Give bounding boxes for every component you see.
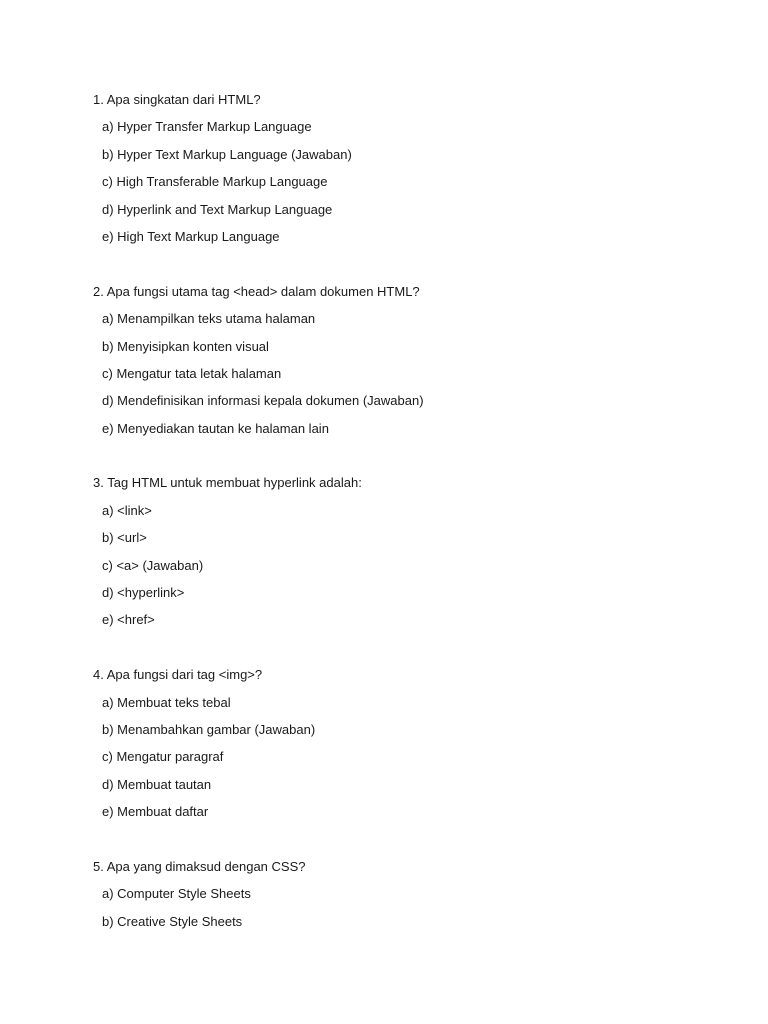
question-text: 5. Apa yang dimaksud dengan CSS?	[93, 858, 306, 874]
spacer	[93, 250, 733, 277]
spacer	[93, 442, 733, 469]
answer-option: a) Computer Style Sheets	[102, 886, 251, 902]
question-block-3	[93, 469, 733, 633]
answer-option: d) Membuat tautan	[102, 776, 212, 792]
answer-option: d) Mendefinisikan informasi kepala dokumen (Jawaban)	[102, 393, 424, 409]
question-text: 1. Apa singkatan dari HTML?	[93, 92, 261, 107]
answer-option: e) Menyediakan tautan ke halaman lain	[102, 420, 329, 436]
answer-option: a) <link>	[102, 502, 152, 518]
answer-option: c) High Transferable Markup Language	[102, 174, 328, 190]
answer-option: d) <hyperlink>	[102, 585, 185, 601]
question-text: 4. Apa fungsi dari tag <img>?	[93, 667, 263, 683]
answer-option: a) Membuat teks tebal	[102, 694, 231, 710]
answer-option: e) <href>	[102, 612, 155, 628]
spacer	[93, 634, 733, 661]
answer-option: c) <a> (Jawaban)	[102, 557, 204, 573]
answer-option: b) Menyisipkan konten visual	[102, 338, 269, 354]
answer-option: b) <url>	[102, 530, 147, 546]
answer-option: e) High Text Markup Language	[102, 228, 280, 244]
question-block-2	[93, 278, 733, 442]
answer-option: b) Menambahkan gambar (Jawaban)	[102, 721, 316, 737]
question-block-5	[93, 853, 733, 935]
question-block-1	[93, 86, 733, 250]
question-text: 2. Apa fungsi utama tag <head> dalam dokumen HTML?	[93, 283, 420, 299]
answer-option: d) Hyperlink and Text Markup Language	[102, 201, 333, 217]
answer-option: a) Menampilkan teks utama halaman	[102, 311, 316, 327]
answer-option: b) Hyper Text Markup Language (Jawaban)	[102, 146, 352, 162]
question-block-4	[93, 661, 733, 825]
quiz-content	[93, 86, 733, 935]
answer-option: c) Mengatur tata letak halaman	[102, 365, 282, 381]
answer-option: c) Mengatur paragraf	[102, 749, 224, 765]
answer-option: b) Creative Style Sheets	[102, 913, 243, 929]
answer-option: e) Membuat daftar	[102, 804, 209, 820]
question-text: 3. Tag HTML untuk membuat hyperlink adalah:	[93, 475, 362, 491]
answer-option: a) Hyper Transfer Markup Language	[102, 119, 312, 135]
spacer	[93, 826, 733, 853]
